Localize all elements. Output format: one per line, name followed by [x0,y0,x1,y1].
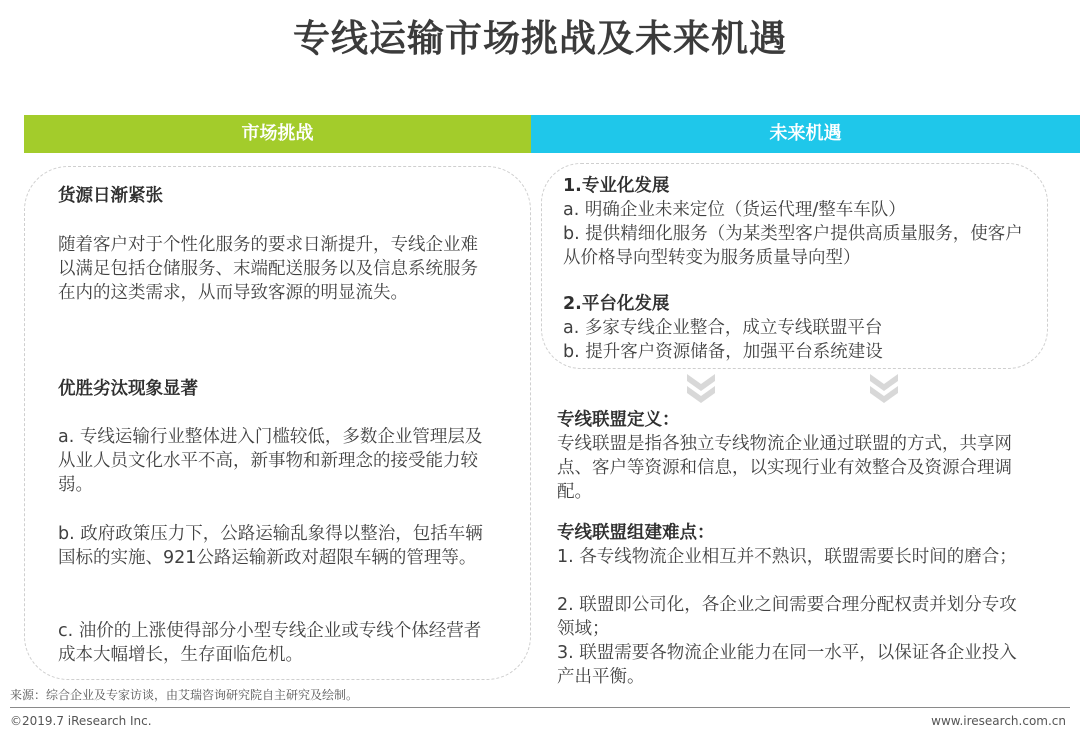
specialization-heading: 1.专业化发展 [563,176,670,196]
header-future-opportunities: 未来机遇 [531,115,1080,153]
alliance-definition-text: 专线联盟是指各独立专线物流企业通过联盟的方式，共享网点、客户等资源和信息，以实现行业有效整合及资源合理调配。 [557,434,1012,502]
alliance-difficulty-1: 1. 各专线物流企业相互并不熟识，联盟需要长时间的磨合； [557,547,1017,567]
platform-point-a: a. 多家专线企业整合，成立专线联盟平台 [563,318,883,338]
double-chevron-down-icon [866,372,902,406]
double-chevron-down-icon [683,372,719,406]
copyright: ©2019.7 iResearch Inc. [10,714,152,728]
survival-point-b: b. 政府政策压力下，公路运输乱象得以整治，包括车辆国标的实施、921公路运输新政对超限车辆的管理等。 [58,524,483,568]
supply-tight-heading: 货源日渐紧张 [58,186,163,206]
supply-tight-text: 随着客户对于个性化服务的要求日渐提升，专线企业难以满足包括仓储服务、末端配送服务以及信息系统服务在内的这类需求，从而导致客源的明显流失。 [58,235,478,303]
platform-heading: 2.平台化发展 [563,294,670,314]
specialization-point-b: b. 提供精细化服务（为某类型客户提供高质量服务，使客户从价格导向型转变为服务质量导向型） [563,224,1023,268]
survival-point-c: c. 油价的上涨使得部分小型专线企业或专线个体经营者成本大幅增长，生存面临危机。 [58,621,482,665]
specialization-point-a: a. 明确企业未来定位（货运代理/整车车队） [563,200,906,220]
survival-point-a: a. 专线运输行业整体进入门槛较低，多数企业管理层及从业人员文化水平不高，新事物和新理念的接受能力较弱。 [58,427,483,495]
platform-point-b: b. 提升客户资源储备，加强平台系统建设 [563,342,883,362]
page-title: 专线运输市场挑战及未来机遇 [293,17,787,60]
source-note: 来源：综合企业及专家访谈，由艾瑞咨询研究院自主研究及绘制。 [10,688,359,702]
alliance-difficulties-heading: 专线联盟组建难点： [557,523,715,543]
survival-heading: 优胜劣汰现象显著 [58,379,198,399]
alliance-definition-heading: 专线联盟定义： [557,410,680,430]
alliance-difficulty-3: 3. 联盟需要各物流企业能力在同一水平，以保证各企业投入产出平衡。 [557,643,1017,687]
website-link[interactable]: www.iresearch.com.cn [931,714,1066,728]
footer-divider [10,707,1070,708]
header-market-challenges: 市场挑战 [24,115,531,153]
alliance-difficulty-2: 2. 联盟即公司化，各企业之间需要合理分配权责并划分专攻领域； [557,595,1017,639]
